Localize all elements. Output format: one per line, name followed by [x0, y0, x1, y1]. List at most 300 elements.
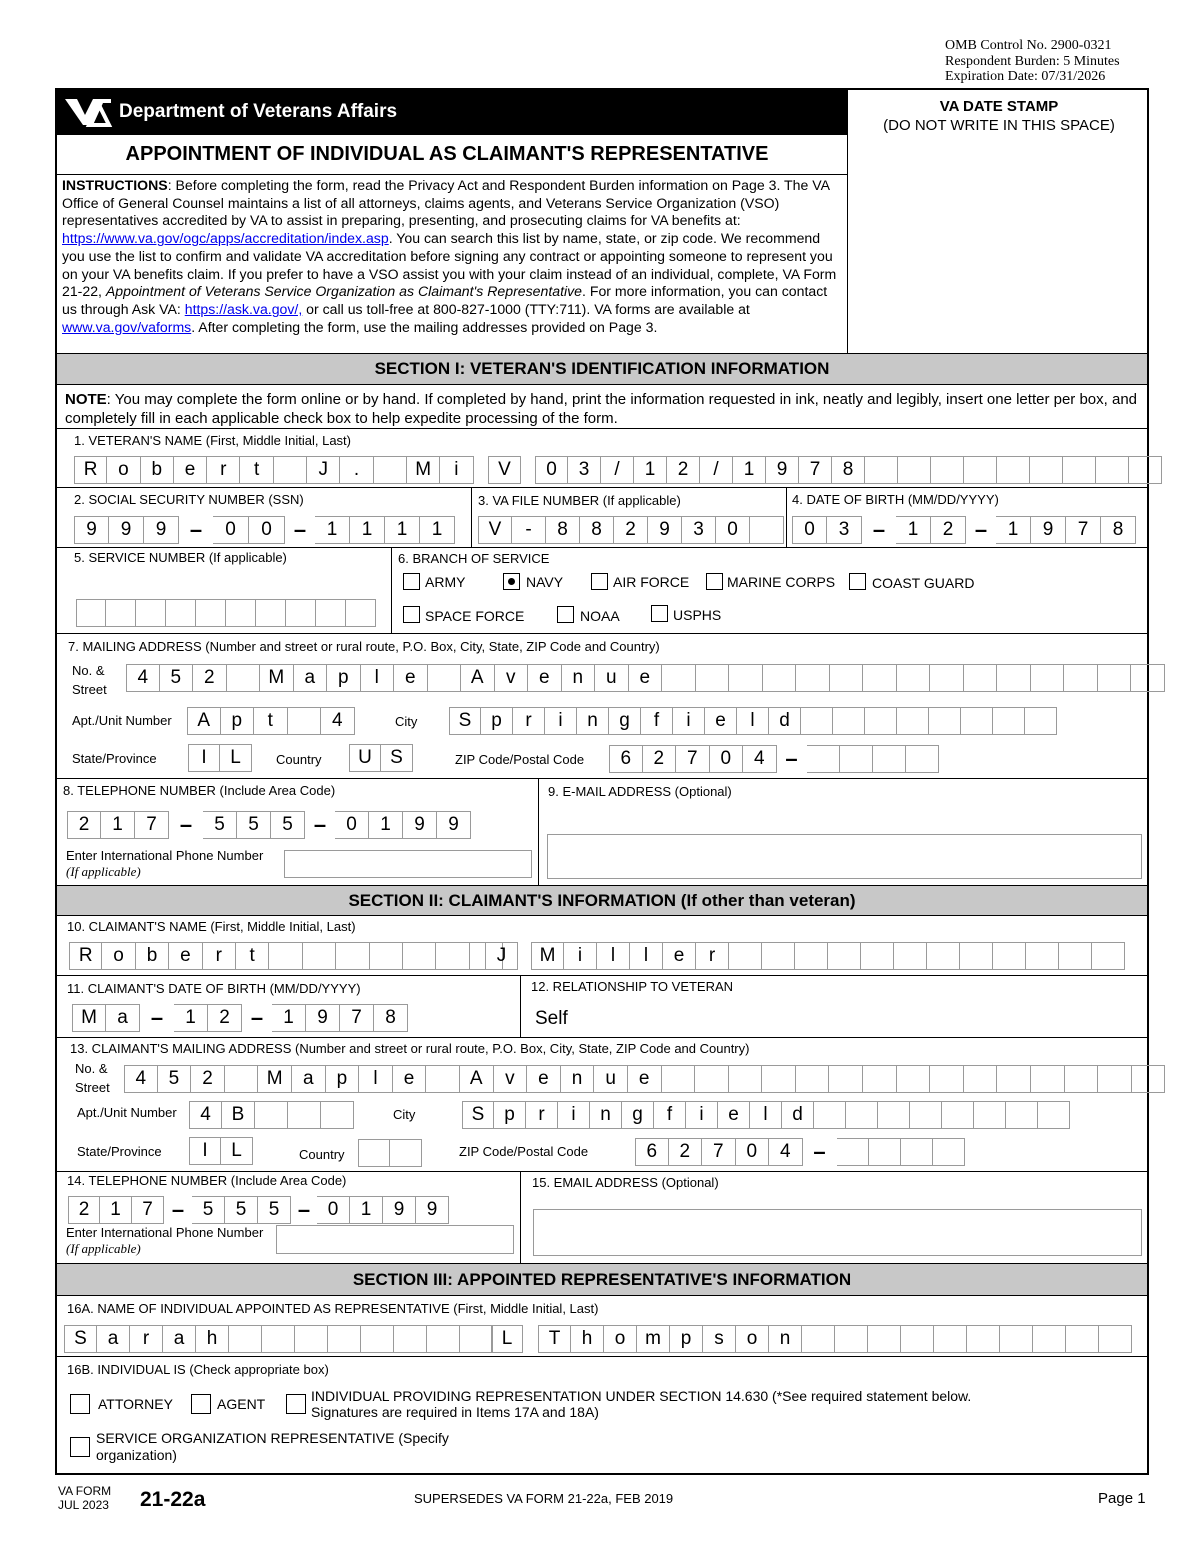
char-box[interactable]: 4 — [769, 1138, 803, 1166]
char-box[interactable] — [993, 942, 1026, 970]
char-box[interactable] — [873, 745, 906, 773]
char-box[interactable]: 7 — [132, 1196, 164, 1224]
char-box[interactable]: e — [718, 1101, 750, 1129]
char-box[interactable]: p — [221, 707, 255, 735]
char-box[interactable] — [807, 745, 840, 773]
char-box[interactable]: R — [74, 456, 107, 484]
char-box[interactable]: 6 — [635, 1138, 669, 1166]
char-box[interactable] — [878, 1101, 910, 1129]
char-box[interactable]: 4 — [321, 707, 355, 735]
claimant-street-boxes[interactable] — [124, 1065, 1165, 1093]
char-box[interactable]: n — [590, 1101, 622, 1129]
char-box[interactable]: 5 — [203, 811, 237, 839]
char-box[interactable] — [863, 664, 897, 692]
char-box[interactable]: 2 — [208, 1004, 242, 1032]
veteran-dob-boxes[interactable] — [792, 516, 1136, 544]
veteran-email-input[interactable] — [547, 834, 1142, 879]
char-box[interactable]: b — [136, 942, 169, 970]
char-box[interactable] — [868, 1325, 901, 1353]
char-box[interactable]: n — [561, 1065, 595, 1093]
branch-noaa-checkbox[interactable] — [557, 606, 574, 623]
char-box[interactable]: J — [485, 942, 518, 970]
char-box[interactable]: f — [641, 707, 673, 735]
char-box[interactable]: v — [495, 664, 529, 692]
char-box[interactable]: A — [460, 1065, 494, 1093]
char-box[interactable] — [929, 707, 961, 735]
char-box[interactable]: M — [258, 1065, 292, 1093]
char-box[interactable]: 9 — [766, 456, 799, 484]
char-box[interactable]: l — [359, 1065, 393, 1093]
branch-coast-guard-checkbox[interactable] — [849, 573, 866, 590]
branch-space-force-checkbox[interactable] — [403, 606, 420, 623]
char-box[interactable] — [933, 1138, 965, 1166]
char-box[interactable]: L — [491, 1325, 523, 1353]
veteran-intl-phone-input[interactable] — [284, 850, 532, 878]
char-box[interactable]: 9 — [383, 1196, 416, 1224]
char-box[interactable] — [328, 1325, 361, 1353]
char-box[interactable]: 1 — [101, 811, 135, 839]
char-box[interactable]: 3 — [568, 456, 601, 484]
char-box[interactable]: o — [107, 456, 140, 484]
char-box[interactable]: 5 — [258, 1196, 291, 1224]
char-box[interactable]: / — [700, 456, 733, 484]
char-box[interactable]: u — [595, 664, 629, 692]
char-box[interactable] — [136, 599, 166, 627]
char-box[interactable]: 3 — [827, 516, 862, 544]
char-box[interactable]: i — [564, 942, 597, 970]
char-box[interactable] — [828, 942, 861, 970]
veteran-city-boxes[interactable] — [449, 707, 1057, 735]
char-box[interactable]: 5 — [158, 1065, 192, 1093]
char-box[interactable] — [288, 1101, 321, 1129]
char-box[interactable] — [358, 1139, 390, 1167]
char-box[interactable] — [729, 1065, 763, 1093]
char-box[interactable] — [1031, 664, 1065, 692]
char-box[interactable]: / — [601, 456, 634, 484]
char-box[interactable] — [964, 664, 998, 692]
char-box[interactable] — [1129, 456, 1162, 484]
claimant-dob-boxes[interactable] — [72, 1004, 408, 1032]
service-number-boxes[interactable] — [76, 599, 376, 627]
char-box[interactable]: n — [769, 1325, 802, 1353]
char-box[interactable]: 5 — [271, 811, 305, 839]
char-box[interactable] — [897, 1065, 931, 1093]
char-box[interactable] — [894, 942, 927, 970]
char-box[interactable]: 9 — [144, 516, 179, 544]
char-box[interactable]: p — [326, 1065, 360, 1093]
char-box[interactable]: 2 — [643, 745, 677, 773]
char-box[interactable]: 5 — [160, 664, 194, 692]
char-box[interactable]: l — [750, 1101, 782, 1129]
char-box[interactable]: e — [393, 1065, 427, 1093]
char-box[interactable]: n — [562, 664, 596, 692]
veteran-middle-initial-box[interactable] — [488, 456, 521, 484]
char-box[interactable]: 0 — [736, 1138, 770, 1166]
char-box[interactable] — [763, 664, 797, 692]
char-box[interactable] — [321, 1101, 354, 1129]
char-box[interactable] — [428, 664, 462, 692]
char-box[interactable]: g — [609, 707, 641, 735]
char-box[interactable] — [1131, 664, 1165, 692]
char-box[interactable] — [898, 456, 931, 484]
char-box[interactable] — [927, 942, 960, 970]
char-box[interactable]: 0 — [716, 516, 750, 544]
veteran-state-boxes[interactable] — [188, 744, 252, 772]
veteran-apt-boxes[interactable] — [187, 707, 355, 735]
char-box[interactable]: r — [130, 1325, 163, 1353]
veteran-phone-boxes[interactable] — [67, 811, 471, 839]
char-box[interactable] — [256, 599, 286, 627]
char-box[interactable]: t — [240, 456, 273, 484]
char-box[interactable]: 0 — [317, 1196, 350, 1224]
char-box[interactable] — [1006, 1101, 1038, 1129]
char-box[interactable] — [76, 599, 106, 627]
char-box[interactable]: M — [531, 942, 564, 970]
char-box[interactable] — [361, 1325, 394, 1353]
char-box[interactable]: 5 — [192, 1196, 225, 1224]
char-box[interactable]: 7 — [702, 1138, 736, 1166]
char-box[interactable]: 8 — [546, 516, 580, 544]
char-box[interactable] — [255, 1101, 288, 1129]
char-box[interactable] — [846, 1101, 878, 1129]
char-box[interactable]: p — [494, 1101, 526, 1129]
char-box[interactable]: B — [222, 1101, 255, 1129]
char-box[interactable]: V — [478, 516, 512, 544]
char-box[interactable]: S — [462, 1101, 494, 1129]
char-box[interactable]: d — [782, 1101, 814, 1129]
char-box[interactable] — [303, 942, 336, 970]
char-box[interactable]: 0 — [213, 516, 249, 544]
char-box[interactable]: I — [189, 1137, 221, 1165]
char-box[interactable] — [910, 1101, 942, 1129]
char-box[interactable]: r — [207, 456, 240, 484]
char-box[interactable]: e — [528, 664, 562, 692]
char-box[interactable] — [942, 1101, 974, 1129]
char-box[interactable] — [869, 1138, 901, 1166]
char-box[interactable]: h — [571, 1325, 604, 1353]
char-box[interactable] — [295, 1325, 328, 1353]
attorney-checkbox[interactable] — [70, 1394, 90, 1414]
char-box[interactable]: 0 — [792, 516, 827, 544]
char-box[interactable]: 4 — [189, 1101, 222, 1129]
claimant-zip-boxes[interactable] — [635, 1138, 965, 1166]
char-box[interactable]: 8 — [580, 516, 614, 544]
char-box[interactable] — [227, 664, 261, 692]
claimant-middle-initial-box[interactable] — [485, 942, 518, 970]
char-box[interactable] — [225, 1065, 259, 1093]
char-box[interactable] — [750, 516, 784, 544]
char-box[interactable] — [288, 707, 322, 735]
relationship-value[interactable]: Self — [535, 1008, 568, 1029]
char-box[interactable]: 9 — [437, 811, 471, 839]
char-box[interactable] — [960, 942, 993, 970]
char-box[interactable] — [662, 664, 696, 692]
char-box[interactable] — [226, 599, 256, 627]
char-box[interactable]: m — [637, 1325, 670, 1353]
char-box[interactable] — [1092, 942, 1125, 970]
char-box[interactable]: 1 — [100, 1196, 132, 1224]
char-box[interactable] — [967, 1325, 1000, 1353]
char-box[interactable] — [795, 942, 828, 970]
char-box[interactable]: l — [737, 707, 769, 735]
char-box[interactable]: 4 — [126, 664, 160, 692]
char-box[interactable] — [901, 1138, 933, 1166]
char-box[interactable] — [1098, 664, 1132, 692]
char-box[interactable] — [390, 1139, 422, 1167]
char-box[interactable]: 0 — [335, 811, 369, 839]
claimant-intl-phone-input[interactable] — [276, 1225, 514, 1254]
char-box[interactable] — [829, 1065, 863, 1093]
char-box[interactable]: 6 — [609, 745, 643, 773]
char-box[interactable] — [974, 1101, 1006, 1129]
char-box[interactable]: d — [769, 707, 801, 735]
char-box[interactable] — [374, 456, 407, 484]
char-box[interactable]: e — [705, 707, 737, 735]
char-box[interactable]: h — [196, 1325, 229, 1353]
char-box[interactable]: e — [174, 456, 207, 484]
vso-checkbox[interactable] — [70, 1437, 90, 1457]
char-box[interactable] — [993, 707, 1025, 735]
rep-last-name-boxes[interactable] — [538, 1325, 1132, 1353]
branch-air-force-checkbox[interactable] — [591, 573, 608, 590]
char-box[interactable] — [1031, 1065, 1065, 1093]
char-box[interactable]: 2 — [667, 456, 700, 484]
char-box[interactable]: 0 — [249, 516, 285, 544]
char-box[interactable]: r — [513, 707, 545, 735]
char-box[interactable] — [802, 1325, 835, 1353]
claimant-first-name-boxes[interactable] — [69, 942, 503, 970]
char-box[interactable] — [865, 707, 897, 735]
char-box[interactable]: 9 — [1031, 516, 1066, 544]
char-box[interactable]: o — [604, 1325, 637, 1353]
char-box[interactable]: 3 — [682, 516, 716, 544]
char-box[interactable] — [1099, 1325, 1132, 1353]
char-box[interactable]: R — [69, 942, 102, 970]
char-box[interactable] — [934, 1325, 967, 1353]
char-box[interactable]: f — [654, 1101, 686, 1129]
char-box[interactable]: a — [292, 1065, 326, 1093]
char-box[interactable] — [1030, 456, 1063, 484]
char-box[interactable] — [796, 664, 830, 692]
char-box[interactable]: L — [221, 1137, 253, 1165]
char-box[interactable] — [229, 1325, 262, 1353]
char-box[interactable] — [830, 664, 864, 692]
char-box[interactable]: S — [449, 707, 481, 735]
char-box[interactable]: 1 — [733, 456, 766, 484]
char-box[interactable] — [403, 942, 436, 970]
char-box[interactable]: e — [394, 664, 428, 692]
char-box[interactable] — [427, 1325, 460, 1353]
char-box[interactable]: 0 — [535, 456, 568, 484]
claimant-phone-boxes[interactable] — [68, 1196, 449, 1224]
char-box[interactable] — [1059, 942, 1092, 970]
char-box[interactable] — [1026, 942, 1059, 970]
char-box[interactable] — [964, 456, 997, 484]
char-box[interactable]: r — [203, 942, 236, 970]
char-box[interactable] — [274, 456, 307, 484]
char-box[interactable]: 1 — [634, 456, 667, 484]
char-box[interactable] — [961, 707, 993, 735]
char-box[interactable] — [426, 1065, 460, 1093]
char-box[interactable] — [662, 1065, 696, 1093]
char-box[interactable] — [814, 1101, 846, 1129]
char-box[interactable]: 1 — [996, 516, 1031, 544]
char-box[interactable]: b — [141, 456, 174, 484]
char-box[interactable] — [262, 1325, 295, 1353]
char-box[interactable] — [106, 599, 136, 627]
char-box[interactable] — [729, 664, 763, 692]
char-box[interactable] — [1064, 664, 1098, 692]
char-box[interactable]: A — [461, 664, 495, 692]
claimant-state-boxes[interactable] — [189, 1137, 253, 1165]
char-box[interactable]: J — [307, 456, 340, 484]
char-box[interactable]: e — [629, 664, 663, 692]
char-box[interactable] — [1025, 707, 1057, 735]
char-box[interactable] — [1096, 456, 1129, 484]
char-box[interactable]: . — [340, 456, 373, 484]
char-box[interactable]: i — [440, 456, 473, 484]
char-box[interactable]: s — [703, 1325, 736, 1353]
char-box[interactable]: T — [538, 1325, 571, 1353]
char-box[interactable]: 2 — [67, 811, 101, 839]
char-box[interactable]: 1 — [896, 516, 931, 544]
char-box[interactable]: e — [169, 942, 202, 970]
char-box[interactable]: 2 — [191, 1065, 225, 1093]
char-box[interactable]: M — [72, 1004, 106, 1032]
claimant-country-boxes[interactable] — [358, 1139, 422, 1167]
char-box[interactable] — [865, 456, 898, 484]
char-box[interactable]: p — [481, 707, 513, 735]
char-box[interactable] — [1132, 1065, 1166, 1093]
char-box[interactable]: 7 — [135, 811, 169, 839]
char-box[interactable]: l — [361, 664, 395, 692]
veteran-country-boxes[interactable] — [349, 744, 413, 772]
branch-usphs-checkbox[interactable] — [651, 605, 668, 622]
char-box[interactable] — [997, 1065, 1031, 1093]
char-box[interactable] — [269, 942, 302, 970]
char-box[interactable]: A — [187, 707, 221, 735]
char-box[interactable]: i — [545, 707, 577, 735]
char-box[interactable]: 1 — [174, 1004, 208, 1032]
rep-middle-initial-box[interactable] — [491, 1325, 523, 1353]
char-box[interactable]: U — [349, 744, 381, 772]
char-box[interactable]: p — [327, 664, 361, 692]
char-box[interactable]: 9 — [109, 516, 144, 544]
char-box[interactable] — [861, 942, 894, 970]
agent-checkbox[interactable] — [191, 1394, 211, 1414]
char-box[interactable] — [696, 664, 730, 692]
char-box[interactable] — [166, 599, 196, 627]
char-box[interactable]: t — [254, 707, 288, 735]
char-box[interactable] — [1065, 1065, 1099, 1093]
char-box[interactable]: i — [686, 1101, 718, 1129]
individual-checkbox[interactable] — [286, 1394, 306, 1414]
char-box[interactable] — [436, 942, 469, 970]
char-box[interactable]: i — [673, 707, 705, 735]
char-box[interactable]: 1 — [315, 516, 350, 544]
char-box[interactable]: 9 — [403, 811, 437, 839]
char-box[interactable]: 1 — [369, 811, 403, 839]
char-box[interactable]: 2 — [193, 664, 227, 692]
char-box[interactable] — [964, 1065, 998, 1093]
char-box[interactable]: 1 — [350, 1196, 383, 1224]
char-box[interactable]: 4 — [743, 745, 777, 773]
char-box[interactable] — [1000, 1325, 1033, 1353]
char-box[interactable]: 7 — [1066, 516, 1101, 544]
char-box[interactable]: S — [381, 744, 413, 772]
claimant-city-boxes[interactable] — [462, 1101, 1070, 1129]
char-box[interactable]: e — [663, 942, 696, 970]
char-box[interactable]: i — [558, 1101, 590, 1129]
char-box[interactable]: l — [630, 942, 663, 970]
char-box[interactable]: r — [526, 1101, 558, 1129]
char-box[interactable] — [370, 942, 403, 970]
char-box[interactable] — [729, 942, 762, 970]
char-box[interactable] — [196, 599, 226, 627]
char-box[interactable]: u — [594, 1065, 628, 1093]
veteran-first-name-boxes[interactable] — [74, 456, 474, 484]
char-box[interactable] — [762, 942, 795, 970]
char-box[interactable] — [931, 456, 964, 484]
char-box[interactable] — [1063, 456, 1096, 484]
char-box[interactable]: 8 — [374, 1004, 408, 1032]
char-box[interactable] — [901, 1325, 934, 1353]
va-file-number-boxes[interactable] — [478, 516, 784, 544]
char-box[interactable]: a — [294, 664, 328, 692]
char-box[interactable]: 2 — [68, 1196, 100, 1224]
char-box[interactable] — [1066, 1325, 1099, 1353]
char-box[interactable]: 7 — [676, 745, 710, 773]
char-box[interactable] — [796, 1065, 830, 1093]
branch-navy-checkbox[interactable] — [503, 573, 520, 590]
char-box[interactable]: 9 — [648, 516, 682, 544]
veteran-zip-boxes[interactable] — [609, 745, 939, 773]
char-box[interactable] — [930, 664, 964, 692]
char-box[interactable]: 7 — [340, 1004, 374, 1032]
rep-first-name-boxes[interactable] — [64, 1325, 493, 1353]
char-box[interactable]: o — [102, 942, 135, 970]
ask-va-link[interactable]: https://ask.va.gov/, — [184, 300, 303, 317]
char-box[interactable] — [316, 599, 346, 627]
char-box[interactable] — [837, 1138, 869, 1166]
char-box[interactable]: g — [622, 1101, 654, 1129]
char-box[interactable]: 7 — [799, 456, 832, 484]
char-box[interactable]: 1 — [272, 1004, 306, 1032]
char-box[interactable] — [906, 745, 939, 773]
char-box[interactable]: e — [628, 1065, 662, 1093]
char-box[interactable] — [695, 1065, 729, 1093]
branch-marine-corps-checkbox[interactable] — [706, 573, 723, 590]
char-box[interactable]: l — [597, 942, 630, 970]
char-box[interactable] — [930, 1065, 964, 1093]
char-box[interactable]: 5 — [225, 1196, 258, 1224]
char-box[interactable]: p — [670, 1325, 703, 1353]
char-box[interactable]: a — [106, 1004, 140, 1032]
char-box[interactable] — [840, 745, 873, 773]
veteran-last-name-boxes[interactable] — [535, 456, 1162, 484]
char-box[interactable] — [394, 1325, 427, 1353]
char-box[interactable] — [833, 707, 865, 735]
char-box[interactable] — [336, 942, 369, 970]
char-box[interactable] — [997, 456, 1030, 484]
char-box[interactable]: 2 — [614, 516, 648, 544]
char-box[interactable] — [762, 1065, 796, 1093]
char-box[interactable]: M — [260, 664, 294, 692]
char-box[interactable] — [997, 664, 1031, 692]
char-box[interactable]: a — [97, 1325, 130, 1353]
char-box[interactable]: I — [188, 744, 220, 772]
char-box[interactable]: L — [220, 744, 252, 772]
